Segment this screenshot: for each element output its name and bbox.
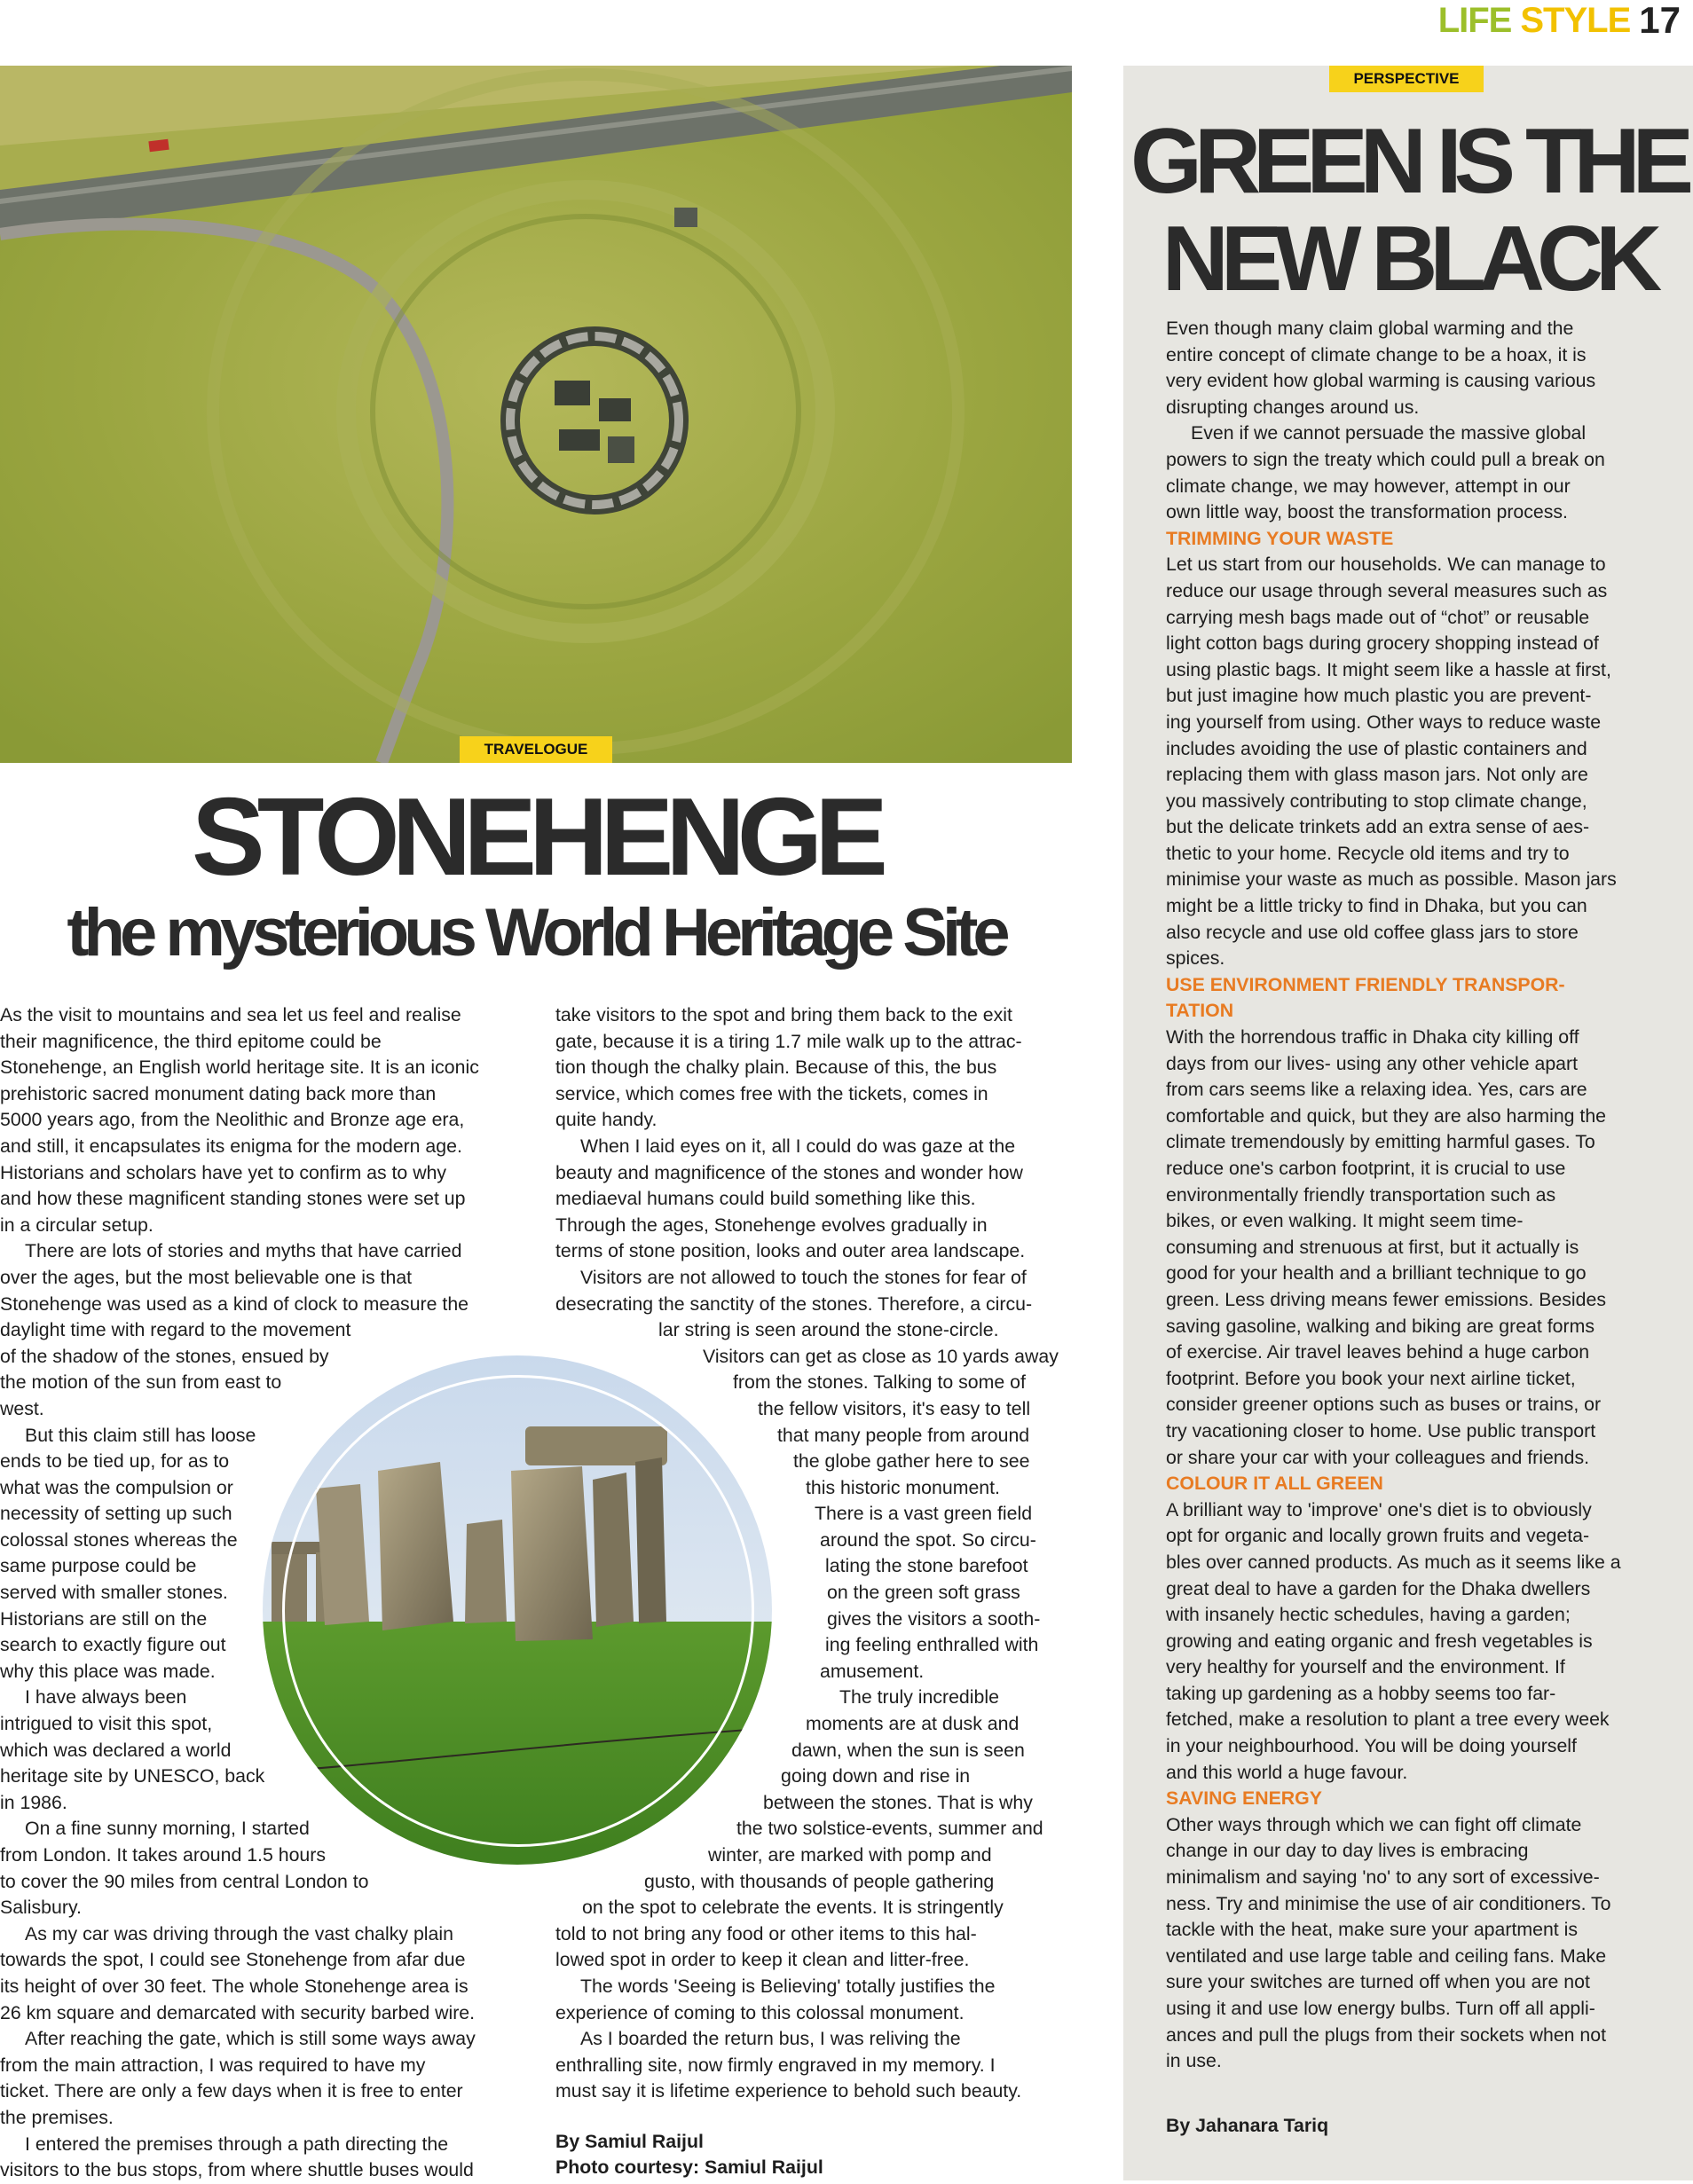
text-line: going down and rise in (781, 1765, 971, 1787)
text-line: the premises. (0, 2106, 114, 2128)
section-name-style: STYLE (1520, 0, 1631, 40)
text-line: consuming and strenuous at first, but it actually is (1166, 1236, 1579, 1258)
text-line: from London. It takes around 1.5 hours (0, 1844, 327, 1866)
text-line: must say it is lifetime experience to behold such beauty. (555, 2080, 1022, 2102)
text-line: With the horrendous traffic in Dhaka city killing off (1166, 1026, 1579, 1049)
text-line: ventilated and use large table and ceiling fans. Make (1166, 1944, 1607, 1967)
text-line: their magnificence, the third epitome could be (0, 1030, 382, 1052)
text-line: Through the ages, Stonehenge evolves gradually in (555, 1214, 988, 1236)
text-line: towards the spot, I could see Stonehenge from afar due (0, 1949, 466, 1971)
text-line: desecrating the sanctity of the stones. Therefore, a circu- (555, 1292, 1033, 1315)
text-line: climate change, we may however, attempt in our (1166, 475, 1571, 497)
text-line: served with smaller stones. (0, 1582, 228, 1604)
text-line: terms of stone position, looks and outer area landscape. (555, 1240, 1026, 1262)
text-line: minimise your waste as much as possible. Mason jars (1166, 868, 1617, 891)
text-line: service, which comes free with the tickets, comes in (555, 1082, 988, 1104)
text-line: 5000 years ago, from the Neolithic and Bronze age era, (0, 1109, 465, 1131)
text-line: of exercise. Air travel leaves behind a huge carbon (1166, 1341, 1590, 1363)
text-line: taking up gardening as a hobby seems too far- (1166, 1682, 1556, 1704)
text-line: Even though many claim global warming and the (1166, 318, 1574, 339)
text-line: beauty and magnificence of the stones and wonder how (555, 1161, 1023, 1183)
text-line: very healthy for yourself and the environment. If (1166, 1656, 1565, 1678)
article-subtitle: the mysterious World Heritage Site (67, 895, 1005, 970)
text-line: between the stones. That is why (763, 1791, 1033, 1813)
text-line: take visitors to the spot and bring them back to the exit (555, 1004, 1012, 1025)
aerial-stonehenge-photo (0, 66, 1072, 763)
text-line: good for your health and a brilliant technique to go (1166, 1262, 1587, 1284)
text-line: On a fine sunny morning, I started (25, 1818, 310, 1840)
text-line: ing feeling enthralled with (825, 1634, 1039, 1656)
text-line: As I boarded the return bus, I was reliving the (580, 2028, 961, 2050)
section-tag-travelogue: TRAVELOGUE (460, 736, 612, 763)
text-line: search to exactly figure out (0, 1634, 226, 1656)
text-line: tion though the chalky plain. Because of this, the bus (555, 1057, 997, 1079)
text-line: gusto, with thousands of people gathering (644, 1870, 995, 1892)
text-line: why this place was made. (0, 1660, 216, 1682)
article-byline: By Samiul Raijul (555, 2131, 704, 2152)
text-line: 26 km square and demarcated with security barbed wire. (0, 2001, 476, 2023)
text-line: which was declared a world (0, 1739, 232, 1761)
text-line: on the spot to celebrate the events. It is stringently (582, 1897, 1004, 1919)
text-line: A brilliant way to 'improve' one's diet is to obviously (1166, 1498, 1592, 1520)
section-tag-perspective: PERSPECTIVE (1329, 66, 1484, 92)
text-line: environmentally friendly transportation such as (1166, 1183, 1556, 1206)
text-line: the two solstice-events, summer and (736, 1818, 1043, 1840)
text-line: intrigued to visit this spot, (0, 1713, 213, 1735)
text-line: mediaeval humans could build something like this. (555, 1188, 976, 1210)
text-line: and this world a huge favour. (1166, 1761, 1408, 1783)
text-line: There are lots of stories and myths that have carried (25, 1240, 462, 1262)
text-line: Stonehenge was used as a kind of clock to measure the (0, 1292, 469, 1315)
text-line: try vacationing closer to home. Use public transport (1166, 1419, 1596, 1442)
text-line: minimalism and saying 'no' to any sort of excessive- (1166, 1866, 1600, 1889)
text-line: As the visit to mountains and sea let us feel and realise (0, 1004, 461, 1025)
text-line: reduce our usage through several measures such as (1166, 579, 1608, 601)
text-line: in a circular setup. (0, 1214, 154, 1236)
text-line: Let us start from our households. We can manage to (1166, 554, 1606, 576)
text-line: footprint. Before you book your next airline ticket, (1166, 1367, 1576, 1389)
text-line: heritage site by UNESCO, back (0, 1765, 265, 1787)
text-line: with insanely hectic schedules, having a garden; (1166, 1604, 1571, 1626)
text-line: lar string is seen around the stone-circle. (658, 1319, 999, 1341)
text-line: change in our day to day lives is embracing (1166, 1840, 1529, 1862)
text-line: gives the visitors a sooth- (827, 1607, 1041, 1630)
text-line: around the spot. So circu- (820, 1528, 1036, 1551)
text-line: colossal stones whereas the (0, 1528, 238, 1551)
text-line: Visitors can get as close as 10 yards away (703, 1345, 1059, 1367)
sidebar-article-body (1166, 316, 1673, 2075)
text-line: entire concept of climate change to be a hoax, it is (1166, 343, 1587, 365)
text-line: on the green soft grass (827, 1582, 1020, 1604)
text-line: When I laid eyes on it, all I could do was gaze at the (580, 1135, 1016, 1157)
text-line: After reaching the gate, which is still some ways away (25, 2028, 476, 2050)
text-line: and how these magnificent standing stones were set up (0, 1188, 466, 1210)
text-line: what was the compulsion or (0, 1476, 233, 1498)
text-line: might be a little tricky to find in Dhaka, but you can (1166, 895, 1587, 917)
text-line: The truly incredible (839, 1686, 999, 1709)
text-line: the globe gather here to see (793, 1450, 1030, 1473)
text-line: moments are at dusk and (806, 1713, 1020, 1735)
text-line: using plastic bags. It might seem like a hassle at first, (1166, 658, 1611, 680)
text-line: the fellow visitors, it's easy to tell (758, 1397, 1031, 1419)
text-line: and still, it encapsulates its enigma for the modern age. (0, 1135, 462, 1157)
text-line: in 1986. (0, 1791, 67, 1813)
text-line: visitors to the bus stops, from where shuttle buses would (0, 2159, 474, 2181)
text-line: Visitors are not allowed to touch the stones for fear of (580, 1266, 1027, 1288)
subheading: TATION (1166, 1000, 1234, 1022)
text-line: over the ages, but the most believable one is that (0, 1266, 413, 1288)
text-line: replacing them with glass mason jars. Not only are (1166, 764, 1588, 786)
text-line: The words 'Seeing is Believing' totally justifies the (580, 1975, 996, 1997)
text-line: lowed spot in order to keep it clean and litter-free. (555, 1949, 970, 1971)
text-line: powers to sign the treaty which could pull a break on (1166, 448, 1605, 470)
text-line: Even if we cannot persuade the massive global (1191, 422, 1587, 444)
text-line: daylight time with regard to the movement (0, 1319, 351, 1341)
subheading: COLOUR IT ALL GREEN (1166, 1473, 1383, 1495)
text-line: disrupting changes around us. (1166, 396, 1420, 418)
text-line: you massively contributing to stop climate change, (1166, 790, 1587, 812)
text-line: the motion of the sun from east to (0, 1371, 282, 1394)
circle-photo-frame (282, 1375, 754, 1847)
photo-credit: Photo courtesy: Samiul Raijul (555, 2157, 823, 2178)
text-line: necessity of setting up such (0, 1503, 232, 1525)
page-number: 17 (1639, 0, 1681, 41)
text-line: climate tremendously by emitting harmful gases. To (1166, 1131, 1595, 1153)
text-line: carrying mesh bags made out of “chot” or reusable (1166, 606, 1590, 628)
text-line: enthralling site, now firmly engraved in my memory. I (555, 2054, 996, 2076)
text-line: from the stones. Talking to some of (733, 1371, 1026, 1394)
text-line: winter, are marked with pomp and (708, 1844, 992, 1866)
text-line: its height of over 30 feet. The whole Stonehenge area is (0, 1975, 469, 1997)
text-line: consider greener options such as buses or trains, or (1166, 1394, 1602, 1416)
text-line: quite handy. (555, 1109, 658, 1131)
text-line: west. (0, 1397, 44, 1419)
section-name-life: LIFE (1437, 0, 1512, 40)
text-line: in your neighbourhood. You will be doing yourself (1166, 1735, 1577, 1757)
text-line: comfortable and quick, but they are also harming the (1166, 1104, 1607, 1127)
text-line: light cotton bags during grocery shopping instead of (1166, 632, 1599, 655)
text-line: saving gasoline, walking and biking are great forms (1166, 1315, 1595, 1337)
section-header (1438, 0, 1681, 41)
text-line: from the main attraction, I was required to have my (0, 2054, 426, 2076)
subheading: USE ENVIRONMENT FRIENDLY TRANSPOR- (1166, 973, 1565, 995)
text-line: ticket. There are only a few days when it is free to enter (0, 2080, 463, 2102)
text-line: tackle with the heat, make sure your apartment is (1166, 1919, 1579, 1941)
text-line: includes avoiding the use of plastic containers and (1166, 737, 1587, 759)
sidebar-title-line-1: GREEN IS THE (1130, 110, 1686, 213)
text-line: dawn, when the sun is seen (791, 1739, 1025, 1761)
text-line: told to not bring any food or other items to this hal- (555, 1922, 977, 1944)
sidebar-title-line-2: NEW BLACK (1161, 208, 1655, 310)
text-line: opt for organic and locally grown fruits and vegeta- (1166, 1525, 1590, 1547)
text-line: prehistoric sacred monument dating back more than (0, 1082, 437, 1104)
text-line: There is a vast green field (815, 1503, 1033, 1525)
subheading: TRIMMING YOUR WASTE (1166, 527, 1394, 549)
text-line: in use. (1166, 2050, 1222, 2072)
text-line: amusement. (820, 1660, 925, 1682)
text-line: fetched, make a resolution to plant a tree every week (1166, 1709, 1610, 1731)
subheading: SAVING ENERGY (1166, 1787, 1322, 1810)
text-line: ends to be tied up, for as to (0, 1450, 230, 1473)
text-line: or share your car with your colleagues and friends. (1166, 1446, 1590, 1468)
text-line: but the delicate trinkets add an extra sense of aes- (1166, 816, 1590, 838)
text-line: great deal to have a garden for the Dhaka dwellers (1166, 1577, 1591, 1599)
text-line: that many people from around (777, 1424, 1030, 1446)
text-line: own little way, boost the transformation process. (1166, 501, 1568, 523)
text-line: very evident how global warming is causing various (1166, 370, 1596, 392)
text-line: experience of coming to this colossal monument. (555, 2001, 965, 2023)
text-line: sure your switches are turned off when you are not (1166, 1971, 1590, 1993)
text-line: Salisbury. (0, 1897, 82, 1919)
text-line: this historic monument. (806, 1476, 1000, 1498)
text-line: using it and use low energy bulbs. Turn off all appli- (1166, 1998, 1595, 2019)
sidebar-byline: By Jahanara Tariq (1166, 2115, 1329, 2136)
text-line: Historians and scholars have yet to confirm as to why (0, 1161, 447, 1183)
text-line: lating the stone barefoot (825, 1555, 1028, 1577)
text-line: But this claim still has loose (25, 1424, 256, 1446)
text-line: I have always been (25, 1686, 187, 1709)
text-line: ing yourself from using. Other ways to reduce waste (1166, 711, 1602, 733)
text-line: I entered the premises through a path directing the (25, 2133, 449, 2155)
text-line: reduce one's carbon footprint, it is crucial to use (1166, 1158, 1566, 1179)
text-line: also recycle and use old coffee glass jars to store (1166, 921, 1579, 943)
text-line: spices. (1166, 947, 1225, 970)
text-line: same purpose could be (0, 1555, 197, 1577)
text-line: from cars seems like a relaxing idea. Yes, cars are (1166, 1079, 1587, 1101)
text-line: Stonehenge, an English world heritage site. It is an iconic (0, 1057, 479, 1079)
text-line: but just imagine how much plastic you are prevent- (1166, 685, 1592, 707)
text-line: thetic to your home. Recycle old items and try to (1166, 842, 1570, 864)
text-line: Other ways through which we can fight off climate (1166, 1813, 1582, 1835)
text-line: to cover the 90 miles from central London to (0, 1870, 369, 1892)
text-line: Historians are still on the (0, 1607, 208, 1630)
text-line: bles over canned products. As much as it seems like a (1166, 1551, 1621, 1573)
text-line: As my car was driving through the vast chalky plain (25, 1922, 453, 1944)
text-line: ances and pull the plugs from their sockets when not (1166, 2023, 1607, 2046)
text-line: of the shadow of the stones, ensued by (0, 1345, 329, 1367)
text-line: days from our lives- using any other vehicle apart (1166, 1052, 1579, 1074)
text-line: gate, because it is a tiring 1.7 mile walk up to the attrac- (555, 1030, 1022, 1052)
text-line: ness. Try and minimise the use of air conditioners. To (1166, 1892, 1611, 1914)
text-line: growing and eating organic and fresh vegetables is (1166, 1630, 1593, 1652)
text-line: green. Less driving means fewer emissions. Besides (1166, 1288, 1606, 1310)
text-line: bikes, or even walking. It might seem time- (1166, 1210, 1524, 1232)
article-title: STONEHENGE (192, 776, 880, 899)
